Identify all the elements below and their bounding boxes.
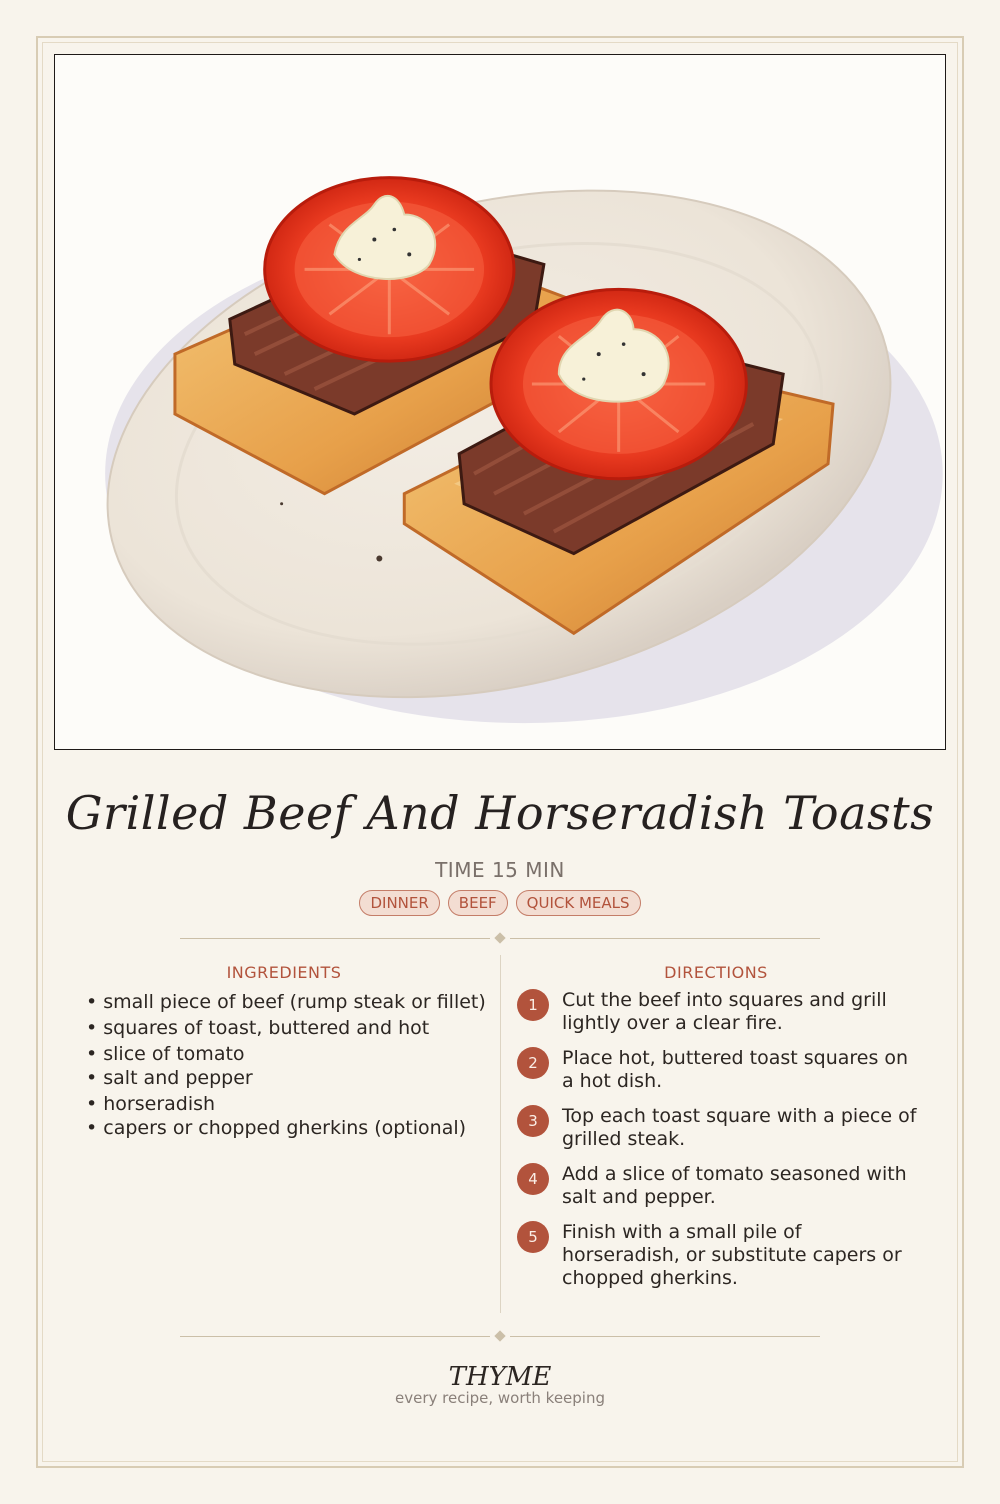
- brand-logo: THYME: [448, 1362, 552, 1392]
- step-number-badge: 2: [517, 1047, 549, 1079]
- direction-step: [517, 1163, 917, 1209]
- direction-step: [517, 989, 917, 1035]
- tag-beef[interactable]: BEEF: [448, 890, 508, 916]
- step-text: Finish with a small pile of horseradish, or substitute capers or chopped gherkins.: [562, 1221, 902, 1289]
- divider-line: [180, 1336, 490, 1337]
- recipe-title: Grilled Beef And Horseradish Toasts: [65, 786, 935, 840]
- step-text: Top each toast square with a piece of grilled steak.: [562, 1105, 917, 1150]
- tag-dinner[interactable]: DINNER: [359, 890, 439, 916]
- divider-line: [510, 938, 820, 939]
- recipe-photo: [54, 54, 946, 750]
- column-separator: [500, 955, 501, 1313]
- ingredients-heading: INGREDIENTS: [226, 963, 342, 982]
- step-number-badge: 3: [517, 1105, 549, 1137]
- direction-step: [517, 1105, 917, 1151]
- ingredient-item: • horseradish: [86, 1093, 216, 1115]
- ingredient-item: • capers or chopped gherkins (optional): [86, 1117, 467, 1139]
- ingredient-item: • squares of toast, buttered and hot: [86, 1017, 430, 1039]
- step-number-badge: 4: [517, 1163, 549, 1195]
- ingredient-item: • salt and pepper: [86, 1067, 253, 1089]
- direction-step: [517, 1047, 917, 1093]
- tag-list: [0, 890, 1000, 916]
- ingredient-item: • small piece of beef (rump steak or fillet): [86, 991, 486, 1013]
- recipe-time: TIME 15 MIN: [435, 858, 565, 882]
- ingredients-list: [86, 990, 486, 1142]
- direction-step: [517, 1221, 917, 1290]
- divider-diamond-icon: [494, 932, 505, 943]
- step-text: Place hot, buttered toast squares on a hot dish.: [562, 1047, 909, 1092]
- ingredient-item: • slice of tomato: [86, 1043, 245, 1065]
- step-text: Cut the beef into squares and grill lightly over a clear fire.: [562, 989, 887, 1034]
- step-number-badge: 5: [517, 1221, 549, 1253]
- directions-list: [517, 989, 917, 1302]
- tag-quick-meals[interactable]: QUICK MEALS: [516, 890, 641, 916]
- section-divider-top: [180, 934, 820, 944]
- divider-diamond-icon: [494, 1330, 505, 1341]
- divider-line: [510, 1336, 820, 1337]
- divider-line: [180, 938, 490, 939]
- section-divider-bottom: [180, 1332, 820, 1342]
- directions-heading: DIRECTIONS: [664, 963, 768, 982]
- brand-tagline: every recipe, worth keeping: [394, 1389, 605, 1407]
- step-number-badge: 1: [517, 989, 549, 1021]
- step-text: Add a slice of tomato seasoned with salt and pepper.: [562, 1163, 907, 1208]
